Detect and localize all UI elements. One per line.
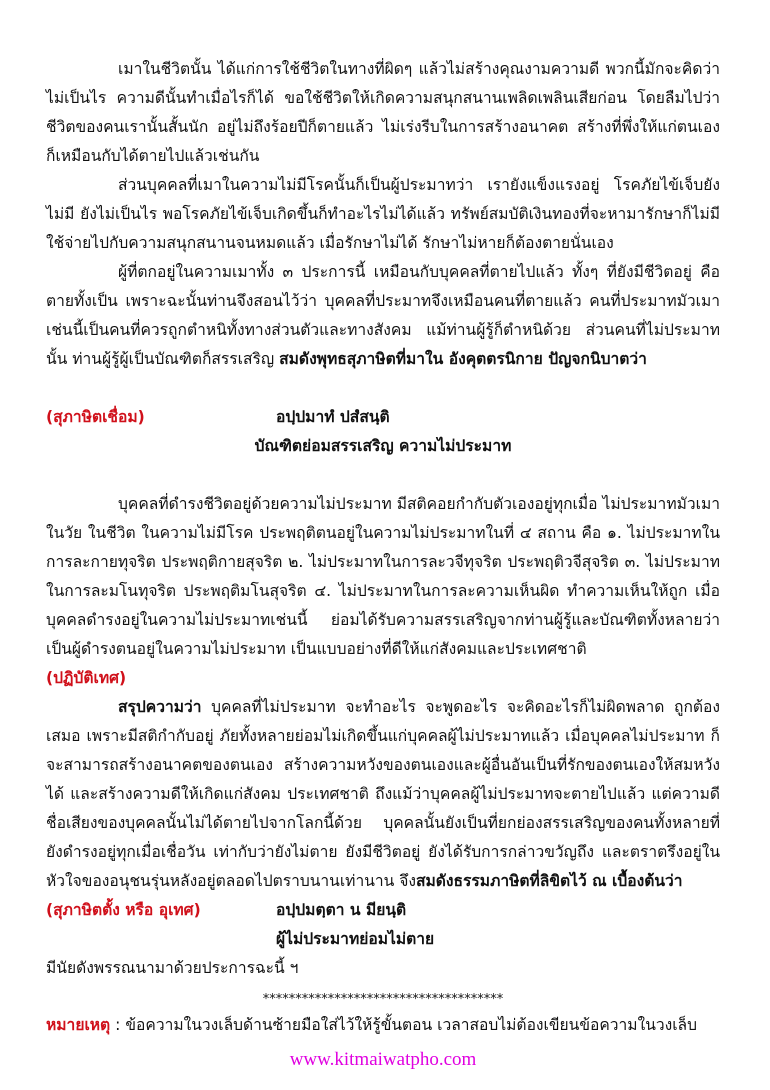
summary-body: บุคคลที่ไม่ประมาท จะทำอะไร จะพูดอะไร จะคิดอะไรก็ไม่ผิดพลาด ถูกต้องเสมอ เพราะมีสติกำกับอยู่ ภัยทั้งหลายย่อมไม่เกิดขึ้นแก่บุคคลผู้ไม่ประมาทแล้ว เมื่อบุคคลไม่ประมาท ก็จะสามารถสร้างอนาคตของตนเอง สร้างความหวังของตนเองและผู้อื่นอันเป็นที่รักของตนเองให้สมหวังได้ และสร้างความดีให้เกิดแก่สังคม ประเทศชาติ ถึงแม้ว่าบุคคลผู้ไม่ประมาทจะตายไปแล้ว แต่ความดี ชื่อเสียงของบุคคลนั้นไม่ได้ตายไปจากโลกนี้ด้วย บุคคลนั้นยังเป็นที่ยกย่องสรรเสริญของคนทั้งหลายที่ยังดำรงอยู่ทุกเมื่อเชื่อวัน เท่ากับว่ายังไม่ตาย ยังมีชีวิตอยู่ ยังได้รับการกล่าวขวัญถึง และตราตรึงอยู่ในหัวใจของอนุชนรุ่นหลังอยู่ตลอดไปตราบนานเท่านาน จึง: [46, 698, 720, 890]
spacer: [46, 461, 720, 490]
paragraph-three-intoxications: [46, 258, 720, 374]
ending-line: มีนัยดังพรรณนามาด้วยประการฉะนี้ ฯ: [46, 959, 299, 977]
topic-quote-pali: อปฺปมตฺตา น มียนฺติ: [276, 901, 407, 919]
application-label: (ปฏิบัติเทศ): [46, 669, 127, 687]
paragraph-intoxication-health: ส่วนบุคคลที่เมาในความไม่มีโรคนั้นก็เป็นผู้ประมาทว่า เรายังแข็งแรงอยู่ โรคภัยไข้เจ็บยังไม่มี ยังไม่เป็นไร พอโรคภัยไข้เจ็บเกิดขึ้นก็ทำอะไรไม่ได้แล้ว ทรัพย์สมบัติเงินทองที่จะหามารักษาก็ไม่มี ใช้จ่ายไปกับความสนุกสนานจนหมดแล้ว เมื่อรักษาไม่ได้ รักษาไม่หายก็ต้องตายนั่นเอง: [46, 176, 720, 252]
separator-line: *************************************: [262, 992, 504, 1007]
spacer: [46, 374, 720, 403]
paragraph-intoxication-life: เมาในชีวิตนั้น ได้แก่การใช้ชีวิตในทางที่ผิดๆ แล้วไม่สร้างคุณงามความดี พวกนี้มักจะคิดว่า ไม่เป็นไร ความดีนั้นทำเมื่อไรก็ได้ ขอใช้ชีวิตให้เกิดความสนุกสนานเพลิดเพลินเสียก่อน โดยลืมไปว่าชีวิตของคนเรานั้นสั้นนัก อยู่ไม่ถึงร้อยปีก็ตายแล้ว ไม่เร่งรีบในการสร้างอนาคต สร้างที่พึ่งให้แก่ตนเอง ก็เหมือนกับได้ตายไปแล้วเช่นกัน: [46, 60, 720, 165]
website-link[interactable]: www.kitmaiwatpho.com: [289, 1049, 477, 1070]
note-line: [46, 1011, 720, 1040]
summary-closing: สมดังธรรมภาษิตที่ลิขิตไว้ ณ เบื้องต้นว่า: [415, 872, 683, 890]
summary-lead: สรุปความว่า: [118, 698, 202, 716]
paragraph-text: ผู้ที่ตกอยู่ในความเมาทั้ง ๓ ประการนี้ เหมือนกับบุคคลที่ตายไปแล้ว ทั้งๆ ที่ยังมีชีวิตอยู่ คือ ตายทั้งเป็น เพราะฉะนั้นท่านจึงสอนไว้ว่า บุคคลที่ประมาทจึงเหมือนคนที่ตายแล้ว คนที่ประมาทมัวเมาเช่นนี้เป็นคนที่ควรถูกตำหนิทั้งทางส่วนตัวและทางสังคม แม้ท่านผู้รู้ก็ตำหนิด้วย ส่วนคนที่ไม่ประมาทนั้น ท่านผู้รู้ผู้เป็นบัณฑิตก็สรรเสริญ: [46, 263, 720, 368]
link-quote-translation: บัณฑิตย่อมสรรเสริญ ความไม่ประมาท: [254, 437, 512, 455]
paragraph-bold-reference: สมดังพุทธสุภาษิตที่มาใน อังคุตตรนิกาย ปัญจกนิบาตว่า: [279, 350, 647, 368]
note-text: : ข้อความในวงเล็บด้านซ้ายมือใส่ไว้ให้รู้ขั้นตอน เวลาสอบไม่ต้องเขียนข้อความในวงเล็บ: [115, 1016, 698, 1034]
topic-quote-label: (สุภาษิตตั้ง หรือ อุเทศ): [46, 901, 201, 919]
link-quote-label: (สุภาษิตเชื่อม): [46, 408, 145, 426]
note-label: หมายเหตุ: [46, 1016, 111, 1034]
paragraph-explanation: บุคคลที่ดำรงชีวิตอยู่ด้วยความไม่ประมาท มีสติคอยกำกับตัวเองอยู่ทุกเมื่อ ไม่ประมาทมัวเมาในวัย ในชีวิต ในความไม่มีโรค ประพฤติตนอยู่ในความไม่ประมาทในที่ ๔ สถาน คือ ๑. ไม่ประมาทในการละกายทุจริต ประพฤติกายสุจริต ๒. ไม่ประมาทในการละวจีทุจริต ประพฤติวจีสุจริต ๓. ไม่ประมาทในการละมโนทุจริต ประพฤติมโนสุจริต ๔. ไม่ประมาทในการละความเห็นผิด ทำความเห็นให้ถูก เมื่อบุคคลดำรงอยู่ในความไม่ประมาทเช่นนี้ ย่อมได้รับความสรรเสริญจากท่านผู้รู้และบัณฑิตทั้งหลายว่าเป็นผู้ดำรงตนอยู่ในความไม่ประมาท เป็นแบบอย่างที่ดีให้แก่สังคมและประเทศชาติ: [46, 495, 720, 658]
topic-quote-translation: ผู้ไม่ประมาทย่อมไม่ตาย: [276, 930, 435, 948]
topic-quote-translation-row: [46, 925, 720, 954]
link-quote-row: [46, 403, 720, 432]
paragraph-summary: [46, 693, 720, 896]
link-quote-pali: อปฺปมาทํ ปสํสนฺติ: [276, 408, 390, 426]
topic-quote-row: [46, 896, 720, 925]
